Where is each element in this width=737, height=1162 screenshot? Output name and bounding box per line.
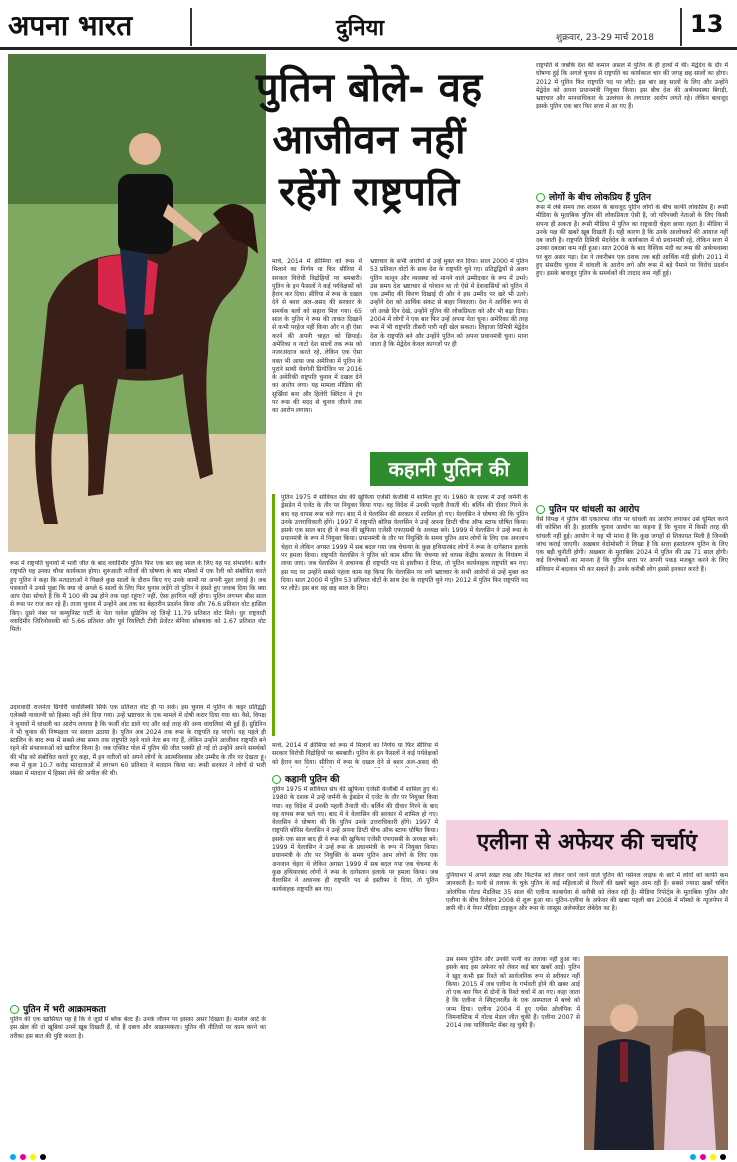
rigging-text: वैसे विपक्ष ने पुतिन की एकतरफा जीत पर धांधली का आरोप लगाकर उसे धूमिल करने की कोशिश की है। हालांकि चुनाव आयोग का कहना है कि चुनाव में किसी तरह की धांधली नहीं हुई। आयोग ने यह भी माना है कि कुछ जगहों से शिकायत मिली है जिनकी जांच कराई जाएगी। अखबार वेदोमोस्ती ने लिखा है कि सत्ता हस्तांतरण पुतिन के लिए एक बड़ी चुनौती होगी। अखबार के मुताबिक 2024 में पुतिन की उम्र 71 साल होगी। कई विश्लेषकों का मानना है कि पुतिन सत्ता पर अपनी पकड़ मजबूत करने के लिए संविधान में बदलाव भी कर सकते हैं। उनके करीबी लोग इससे इनकार करते हैं। — [536, 516, 728, 573]
magenta-dot-icon — [700, 1154, 706, 1160]
masthead: अपना भारत — [8, 9, 133, 42]
story2-text: पुतिन 1975 में सोवियत संघ की खुफिया एजेंसी केजीबी में शामिल हुए थे। 1980 के दशक में उन्हें जर्मनी के ड्रेसडेन में एजेंट के तौर पर नियुक्त किया गया। वह विदेश में उनकी पहली तैनाती थी। बर्लिन की दीवार गिरने के बाद वह वापस रूस चले गए। बाद में वे येल्तसिन की सरकार में शामिल हो गए। येल्तसिन ने घोषणा की कि पुतिन उनके उत्तराधिकारी होंगे। 1997 में राष्ट्रपति बोरिस येल्तसिन ने उन्हें अपना डिप्टी चीफ ऑफ स्टाफ घोषित किया। इसके एक साल बाद ही वे रूस की खुफिया एजेंसी एफएसबी के अध्यक्ष बने। 1999 में येल्तसिन ने उन्हें रूस के प्रधानमंत्री के रूप में नियुक्त किया। प्रधानमंत्री के तौर पर नियुक्ति के समय पुतिन आम लोगों के लिए एक अनजान चेहरा थे लेकिन अगस्त 1999 में सब बदल गया जब चेचन्या के कुछ हथियारबंद लोगों ने रूस के दागेस्तान इलाके पर हमला किया। जब येल्तसिन ने अचानक ही राष्ट्रपति पद से इस्तीफा दे दिया, तो पुतिन कार्यवाहक राष्ट्रपति बन गए। — [272, 786, 438, 893]
print-color-marks — [0, 1152, 737, 1162]
lead-intro: मार्च, 2014 में क्रीमिया को रूस में मिलाने का निर्णय या फिर सीरिया में सरकार विरोधी विद्रोहियों पर बमबारी। पुतिन के इन फैसलों ने कई पर्यवेक्षकों को हैरान कर दिया। सीरिया में रूस के दखल देने से बशर अल-असद की सरकार के समर्थक बलों को सहारा मिल गया। 65 साल के पुतिन ने रूस की ताकत दिखाने से कभी परहेज नहीं किया और न ही ऐसा करने की अपनी चाहत को छिपाई। अमेरिका व नाटो देश सालों तक रूस को नजरअंदाज करते रहे, लेकिन एक ऐसा वक्त भी आया जब अमेरिका में पुतिन के पुराने साथी येवगेनी प्रिगोजिन पर 2016 के अमेरिकी राष्ट्रपति चुनाव में दखल देने का आरोप लगा। यह मामला मीडिया की सुर्खियां बना और हिलेरी क्लिंटन ने ट्रंप पर रूस की मदद से चुनाव जीतने तक का आरोप लगाया। — [272, 258, 362, 415]
story2-subhead: कहानी पुतिन की — [272, 772, 438, 785]
page-header — [0, 0, 737, 48]
main-headline — [210, 62, 528, 218]
magenta-dot-icon — [20, 1154, 26, 1160]
bullet-icon — [536, 193, 545, 202]
story-text: पुतिन 1975 में सोवियत संघ की खुफिया एजेंसी केजीबी में शामिल हुए थे। 1980 के दशक में उन्हें जर्मनी के ड्रेसडेन में एजेंट के तौर पर नियुक्त किया गया। वह विदेश में उनकी पहली तैनाती थी। बर्लिन की दीवार गिरने के बाद वह वापस रूस चले गए। बाद में वे येल्तसिन की सरकार में शामिल हो गए। येल्तसिन ने घोषणा की कि पुतिन उनके उत्तराधिकारी होंगे। 1997 में राष्ट्रपति बोरिस येल्तसिन ने उन्हें अपना डिप्टी चीफ ऑफ स्टाफ घोषित किया। इसके एक साल बाद ही वे रूस की खुफिया एजेंसी एफएसबी के अध्यक्ष बने। 1999 में येल्तसिन ने उन्हें रूस के प्रधानमंत्री के रूप में नियुक्त किया। प्रधानमंत्री के तौर पर नियुक्ति के समय पुतिन आम लोगों के लिए एक अनजान चेहरा थे लेकिन अगस्त 1999 में सब बदल गया जब चेचन्या के कुछ हथियारबंद लोगों ने रूस के दागेस्तान इलाके पर हमला किया। राष्ट्रपति येल्तसिन ने पुतिन को काम सौंपा कि चेचन्या को वापस केंद्रीय सरकार के नियंत्रण में लाया जाए। जब येल्तसिन ने अचानक ही राष्ट्रपति पद से इस्तीफा दे दिया, तो पुतिन कार्यवाहक राष्ट्रपति बन गए। इस पद पर उन्होंने सबसे पहला काम यह किया कि येल्तसिन पर लगे भ्रष्टाचार के सभी आरोपों से उन्हें मुक्त कर दिया। साल 2000 में पुतिन 53 प्रतिशत वोटों के साथ देश के राष्ट्रपति चुने गए। 2012 में पुतिन फिर राष्ट्रपति पद पर लौटे। इस बार वह छह साल के लिए। — [272, 494, 528, 736]
popular-text: रूस में लंबे समय तक शासन के बावजूद पुतिन लोगों के बीच काफी लोकप्रिय हैं। रूसी मीडिया के मुताबिक पुतिन की लोकप्रियता ऐसी है, जो परिपक्वी नेताओं के लिए किसी सपना ही सकता है। रूसी मीडिया में पुतिन का राष्ट्रवादी चेहरा छाया रहता है। मीडिया में उनके पक्ष की खबरें खूब दिखती हैं। यही कारण है कि उनके आलोचकों की आवाज नहीं दब जाती है। राष्ट्रपति दिमित्री मेदवेदेव के कार्यकाल में वो प्रधानमंत्री रहे, लेकिन सत्ता में उनका दबदबा कम नहीं हुआ। सात 2008 के बाद वैश्विक मंदी का रूस की अर्थव्यवस्था पर बुरा असर पड़ा। देश ने तकरीबन एक दशक तक बड़ी आर्थिक मंदी झेली। 2011 में हुए संसदीय चुनाव में धांधली के आरोप लगे और रूस में बड़े पैमाने पर विरोध प्रदर्शन हुए। इसके बावजूद पुतिन के समर्थकों की तादाद कम नहीं हुई। — [536, 204, 728, 278]
affair-text: दुनियाभर में अपने सख्त रुख और फिटनेस को लेकर जाने जाने वाले पुतिन की पर्सनल लाइफ के बारे में लोगों को काफी कम जानकारी है। पत्नी से तलाक के चुके पुतिन के कई महिलाओं से रिश्तों की खबरें बहुत आम रही हैं। सबसे ज्यादा खबरें चर्चित ओलंपिक गोल्ड मैडलिस्ट 35 साल की एलीना काबायेवा से करीबी को लेकर रही हैं। मीडिया रिपोर्ट्स के मुताबिक पुतिन और एलीना के बीच रिलेशन 2008 से शुरू हुआ था। पुतिन-एलीना के अफेयर की खबर पहली बार 2008 में मॉस्को के न्यूजपेपर में छपी थी। ये पेपर मीडिया टाइकून और रूस के जासूस अलेक्जेंडर लेबेदेव का है। — [446, 872, 728, 913]
header-rule — [0, 47, 737, 50]
page-number: 13 — [690, 10, 724, 38]
yellow-dot-icon — [30, 1154, 36, 1160]
black-dot-icon — [40, 1154, 46, 1160]
headline-line-2: आजीवन नहीं — [272, 117, 466, 163]
black-dot-icon — [720, 1154, 726, 1160]
headline-line-3: रहेंगे राष्ट्रपति — [278, 169, 459, 215]
attack-subhead: पुतिन में भरी आक्रामकता — [10, 1002, 266, 1015]
left-bottom-text: उदारवादी राजनेता ग्रिगोरी यावलिंस्की सिर्फ एक प्रतिशत वोट ही पा सके। इस चुनाव में पुतिन के कट्टर प्रतिद्वंद्वी एलेक्सी नावाल्नी को हिस्सा नहीं लेने दिया गया। उन्हें भ्रष्टाचार के एक मामले में दोषी करार दिया गया था। वैसे, विपक्ष ने चुनावों में धांधली का आरोप लगाया है कि फर्जी वोट डाले गए और कई तरह की अन्य धांधलियां भी हुई हैं। ग्रुडिनिन ने भी चुनाव की निष्पक्षता पर सवाल उठाया है। पुतिन अब 2024 तक रूस के राष्ट्रपति रह पाएंगे। वह पहले ही स्टालिन के बाद रूस में सबसे लंबा समय तक राष्ट्रपति रहने वाले नेता बन गए हैं, लेकिन उन्होंने आजीवन राष्ट्रपति बने रहने की संभावनाओं को खारिज किया है। जब एक्जिट पोल में पुतिन की जीत पक्की हो गई तो उन्होंने अपने समर्थकों की भीड़ को संबोधित करते हुए कहा, मैं इन नतीजों को अपने लोगों के आत्मविश्वास और उम्मीद के तौर पर देखता हूं। रूस में कुल 10.7 करोड़ मतदाताओं में लगभग 60 प्रतिशत ने मतदान किया था। रूसी सरकार ने लोगों से भारी संख्या में मतदान में हिस्सा लेने की अपील की थी। — [10, 704, 266, 778]
story-tail: मार्च, 2014 में क्रीमिया को रूस में मिलाने का निर्णय या फिर सीरिया में सरकार विरोधी विद्रोहियों पर बमबारी। पुतिन के इन फैसलों ने कई पर्यवेक्षकों को हैरान कर दिया। सीरिया में रूस के दखल देने से बशर अल-असद की — [272, 742, 438, 766]
headline-line-1: पुतिन बोले- वह — [255, 65, 483, 111]
dateline: शुक्रवार, 23-29 मार्च 2018 — [556, 33, 654, 43]
bullet-icon — [10, 1005, 19, 1014]
affair-banner: एलीना से अफेयर की चर्चाएं — [446, 820, 728, 866]
left-top-text: रूस में राष्ट्रपति चुनावों में भारी जीत के बाद व्लादिमीर पुतिन फिर एक बार छह साल के लिए यह पद संभालेंगे। बतौर राष्ट्रपति यह उनका चौथा कार्यकाल होगा। शुरुआती नतीजों की घोषणा के बाद मॉस्को में एक रैली को संबोधित करते हुए पुतिन ने कहा कि मतदाताओं ने पिछले कुछ सालों के दौरान किए गए उनके कामों पर अपनी मुहर लगाई है। जब पत्रकारों ने उनसे पूछा कि क्या वो अगले 6 सालों के लिए फिर चुनाव लड़ेंगे तो पुतिन ने हंसते हुए जवाब दिया कि क्या आप ऐसा सोचते हैं कि मैं 100 की उम्र होने तक यहां रहूंगा? नहीं, ऐसा हरगिज नहीं होगा। पुतिन लगभग बीस साल से रूस पर राज कर रहे हैं। ताजा चुनाव में उन्होंने अब तक का बेहतरीन प्रदर्शन किया और 76.6 प्रतिशत वोट हासिल किए। दूसरे नंबर पर कम्युनिस्ट पार्टी के नेता पावेल ग्रुडिनिन रहे जिन्हें 11.79 प्रतिशत वोट मिले। धुर राष्ट्रवादी व्लादिमीर जिरिनोवस्की को 5.66 प्रतिशत और पूर्व रियलिटी टीवी प्रेजेंटर सेनिया सोबचाक को 1.67 प्रतिशत वोट मिले। — [10, 560, 266, 634]
attack-text: पुतिन की एक खासियत यह है कि वे जूडो में ब्लैक बेल्ट हैं। उनके जीवन पर इसका असर दिखता है। मार्शल आर्ट के इस खेल की दो खूबियां उनमें खूब दिखती हैं, यो हैं दबाव और आक्रामकता। पुतिन की नीतियों पर काम करने का तरीका इस बात की पुष्टि करता है। — [10, 1016, 266, 1040]
cyan-dot-icon — [690, 1154, 696, 1160]
section-title: दुनिया — [336, 16, 385, 41]
yellow-dot-icon — [710, 1154, 716, 1160]
story-banner: कहानी पुतिन की — [370, 452, 528, 486]
bullet-icon — [272, 775, 281, 784]
popular-subhead: लोगों के बीच लोकप्रिय हैं पुतिन — [536, 190, 728, 203]
header-divider — [190, 8, 192, 46]
lead-col2: भ्रष्टाचार के सभी आरोपों से उन्हें मुक्त कर दिया। साल 2000 में पुतिन 53 प्रतिशत वोटों के साथ देश के राष्ट्रपति चुने गए। प्रतिद्वंद्वियों से अलग पुतिन कानून और व्यवस्था को मानने वाले उम्मीदवार के रूप में उभरे। उस समय देश भ्रष्टाचार से परेशान था तो ऐसे में देशवासियों को पुतिन में एक उम्मीद की किरण दिखाई दी और वे इस उम्मीद पर खरे भी उतरे। उन्होंने देश को आर्थिक संकट से बाहर निकाला। देश ने आर्थिक रूप से जो अच्छे दिन देखे, उन्होंने पुतिन की लोकप्रियता को और भी बढ़ा दिया। 2004 में लोगों ने एक बार फिर उन्हें अपना नेता चुना। अमेरिका की तरह रूस में भी राष्ट्रपति तीसरी पारी नहीं खेल सकता। लिहाजा दिमित्री मेद्वेदेव देश के राष्ट्रपति बने और उन्होंने पुतिन को अपना प्रधानमंत्री चुना। माना जाता है कि मेद्वेदेव केवल कागजों पर ही — [370, 258, 528, 348]
rigging-subhead: पुतिन पर धांधली का आरोप — [536, 502, 728, 515]
affair-text-2: उस समय पुतिन और उनकी पत्नी का तलाक नहीं हुआ था। इसके बाद इस अफेयर को लेकर कई बार खबरें आईं। पुतिन ने खुद कभी इस रिश्ते को सार्वजनिक रूप से स्वीकार नहीं किया। 2015 में जब एलीना के गर्भवती होने की खबर आई तो एक बार फिर से दोनों के रिश्ते चर्चा में आ गए। कहा जाता है कि एलीना ने स्विट्जरलैंड के एक अस्पताल में बच्चे को जन्म दिया। एलीना 2004 में हुए एथेंस ओलंपिक में जिमनास्टिक में गोल्ड मेडल जीत चुकी हैं। एलीना 2007 से 2014 तक पार्लियामेंट मेंबर रह चुकी हैं। — [446, 956, 580, 1030]
cyan-dot-icon — [10, 1154, 16, 1160]
right-top-text: राष्ट्रपति थे जबकि देश की कमान असल में पुतिन के ही हाथों में थी। मेद्वेदेव के दौर में घोषणा हुई कि अगले चुनाव से राष्ट्रपति का कार्यकाल चार की जगह छह सालों का होगा। 2012 में पुतिन फिर राष्ट्रपति पद पर लौटे। इस बार छह सालों के लिए और उन्होंने मेद्वेदेव को अपना प्रधानमंत्री नियुक्त किया। इस बीच देश की अर्थव्यवस्था बिगड़ी, भ्रष्टाचार और मानवाधिकार के उल्लंघन के लगातार आरोप लगते रहे। लेकिन बावजूद इसके पुतिन एक बार फिर सत्ता में आ गए हैं। — [536, 62, 728, 111]
header-divider-2 — [680, 8, 682, 46]
putin-elina-photo — [584, 956, 728, 1150]
bullet-icon — [536, 505, 545, 514]
